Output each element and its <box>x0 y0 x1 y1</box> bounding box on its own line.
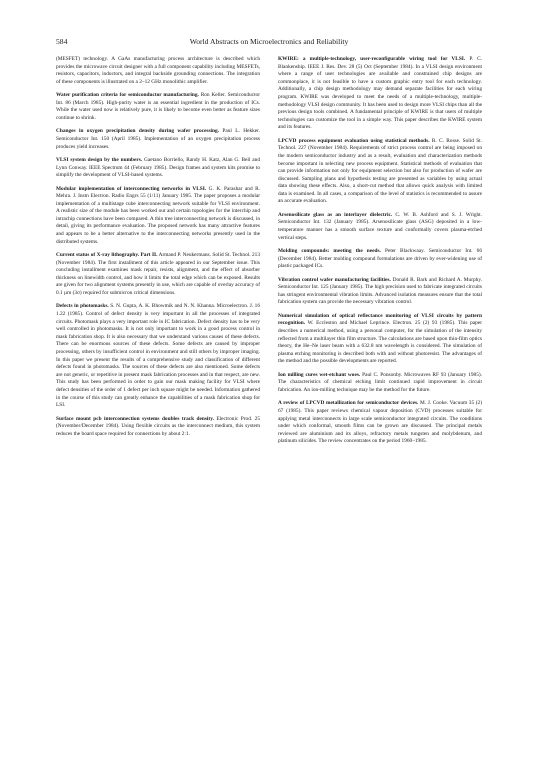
abstract-body: Paul L. Hekker. Semiconductor Int. 150 (April 1985). Implementation of an oxygen precipitation process produces yield increases. <box>56 128 260 150</box>
abstract-title: Water purification criteria for semiconductor manufacturing. <box>56 92 199 99</box>
abstract-body: Ron Keller. Semiconductor Int. 86 (March 1985). High-purity water is an essential ingredient in the production of ICs. While the water used now is relatively pure, it is likely to become even better as feature sizes continue to shrink. <box>56 92 260 121</box>
abstract-title: A review of LPCVD metallization for semiconductor devices. <box>278 400 419 407</box>
page-number: 584 <box>56 37 68 46</box>
page-header <box>56 36 482 48</box>
abstract-title: Numerical simulation of optical reflectance monitoring of VLSI circuits by pattern recognition. <box>278 312 482 327</box>
abstract-entry <box>278 212 482 242</box>
abstract-entry <box>56 303 260 409</box>
abstract-entry <box>56 128 260 151</box>
abstract-entry <box>278 372 482 395</box>
abstract-body: M. J. Cooke. Vacuum 35 (2) 67 (1985). This paper reviews chemical vapour deposition (CVD) processes suitable for applying metal interconnects in large scale semiconductor integrated circuits. The conditions under which conformal, smooth films can be grown are discussed. The principal metals reviewed are aluminium and its alloys, refractory metals tungsten and molybdenum, and platinum silicides. The review concentrates on the period 1960–1985. <box>278 400 482 445</box>
abstract-title: KWIRE: a multiple-technology, user-reconfigurable wiring tool for VLSI. <box>278 56 466 62</box>
abstract-title: Vibration control wafer manufacturing facilities. <box>278 276 391 283</box>
abstract-body: Peter Blackwaay. Semiconductor Int. 66 (December 1984). Better molding compound formulations are driven by ever-widening use of plastic packaged ICs. <box>278 248 482 270</box>
abstract-title: Modular implementation of interconnecting networks in VLSI. <box>56 185 207 192</box>
abstract-body: Electronic Prod. 25 (November/December 1984). Using flexible circuits as the interconnect medium, this system reduces the board space required for connections by about 2:1. <box>56 415 261 437</box>
abstract-entry <box>56 92 260 122</box>
abstract-entry <box>56 186 260 247</box>
abstract-title: Current status of X-ray lithography. Part II. <box>56 252 158 259</box>
abstract-entry <box>56 252 260 298</box>
abstract-body: S. N. Gupta, A. K. Bhowmik and N. N. Khanna. Microelectron. J. 16 1.22 (1985). Control of defect density is very important in all the processes of integrated circuits. Photomask plays a very important role in IC fabrication. Defect density has to be very well controlled in photomasks. It is not only important to work in a good process control in mask fabrication shop. It is also necessary that we understand various causes of these defects. There can be enormous sources of these defects. Some defects are caused by improper processing, others by insufficient control in environment and still others by improper imaging. In this paper we present the results of a comprehensive study and classification of different defects found in photomasks. The sources of these defects are also mentioned. Some defects are not generic, or repetitive in present mask fabrication processes and in that respect, are new. This study has been performed in order to gain our mask making facility for VLSI where defect densities of the order of 1 defect per inch square might be needed. Information gathered in the course of this study can greatly enhance the capabilities of a mask fabrication shop for LSI. <box>56 303 260 409</box>
abstract-body: Gaetano Borriello, Randy H. Katz, Alan G. Bell and Lynn Conway. IEEE Spectrum 44 (February 1985). Design frames and system kits promise to simplify the development of VLSI-based systems. <box>56 156 260 179</box>
abstract-title: Arsenosilicate glass as an interlayer dielectric. <box>278 211 393 218</box>
abstract-title: LPCVD process equipment evaluation using statistical methods. <box>278 137 430 144</box>
abstract-title: Ion milling cures wet-etchant woes. <box>278 371 361 378</box>
left-column <box>56 56 260 444</box>
abstract-title: Changes in oxygen precipitation density during wafer processing. <box>56 128 219 135</box>
abstract-title: Defects in photomasks. <box>56 303 109 310</box>
abstract-entry <box>278 277 482 307</box>
abstract-title: VLSI system design by the numbers. <box>56 156 143 163</box>
abstract-body: Armand P. Neukermans. Solid St. Technol. 213 (November 1984). The first installment of this article appeared in our September issue. This concluding installment examines mask repair, resists, alignment, and the effect of absorber thickness on linewidth control, and how it limits the total edge which can be exposed. Results are given for two alignment systems presently in use, which are capable of overlay accuracy of 0.1 µm (3σ) required for submicron critical dimensions. <box>56 252 260 297</box>
abstract-entry <box>56 56 260 86</box>
abstract-entry <box>56 416 260 439</box>
abstract-body: G. K. Parashar and R. Mehra. J. Instn Electron. Radio Engrs 55 (1/11) January 1985. The paper proposes a modular implementation of a multistage cube interconnecting network suitable for VLSI environment. A realistic size of the module has been worked out and certain topologies for the interchip and intrachip connections have been compared. A thin tree interconnecting network is discussed, in detail, giving its performance evaluation. The proposed network has many attractive features and appears to be a better alternative to the interconnecting networks presently used in the distributed systems. <box>56 185 261 245</box>
abstract-entry <box>56 157 260 180</box>
abstract-body: P. C. Blankenship. IEEE J. Res. Dev. 28 (5) Oct (September 1984). In a VLSI design environment where a range of user technologies are available and constrained chip designs are commonplace, it is not feasible to have a custom graphic entry tool for each technology. Additionally, a chip design methodology may demand separate facilities for each wiring program. KWIRE was developed to meet the needs of a multiple-technology, multiple-methodology VLSI design community. It has been used to design more VLSI chips than all the previous design tools combined. A fundamental principle of KWIRE is that users of multiple technologies can customize the tool in a simple way. This paper describes the KWIRE system and its features. <box>278 56 483 131</box>
abstract-entry <box>278 248 482 271</box>
abstract-body: (MESFET) technology. A GaAs manufacturing process architecture is described which provides the microwave circuit designer with a full component capability including MESFETs, resistors, capacitors, inductors, and integral backside grounding connections. The integration of these components is illustrated on a 2–12 GHz monolithic amplifier. <box>56 56 260 85</box>
journal-title: World Abstracts on Microelectronics and Reliability <box>189 37 349 46</box>
right-column <box>278 56 482 452</box>
abstract-entry <box>278 56 482 132</box>
abstract-title: Molding compounds: meeting the needs. <box>278 248 381 255</box>
abstract-body: W. Eccleston and Michael Leprince. Electron. 25 (2) 93 (1985). This paper describes a numerical method, using a personal computer, for the simulation of the intensity reflected from a multilayer thin film structure. The calculations are based upon thin-film optics theory, the He–Ne laser beam with a 632.8 nm wavelength is considered. The simulation of plasma etching monitoring is described both with and without photoresist. The advantages of the method and the possible developments are reported. <box>278 320 482 365</box>
abstract-title: Surface mount pcb interconnection systems doubles track density. <box>56 415 214 422</box>
abstract-body: C. W. B. Ashford and S. J. Wright. Semiconductor Int. 132 (January 1985). Arsenosilicate glass (ASG) deposited in a low-temperature manner has a smooth surface texture and conformally covers plasma-etched vertical steps. <box>278 211 482 241</box>
abstract-entry <box>278 138 482 206</box>
abstract-body: R. C. Rosse. Solid St. Technol. 227 (November 1984). Requirements of strict process control are being imposed on the modern semiconductor industry and as a result, evaluation and characterization methods become important in selecting new process equipment. Statistical methods of evaluation that can provide information not only for equipment selection but also for production of wafer are discussed. Sampling plans and hypothesis testing are presented as variables by using actual data showing these effects. Also, a short-cut method that allows quick analysis with limited data is examined. In all cases, a comparison of the level of statistics is recommended to assure an accurate evaluation. <box>278 137 483 205</box>
abstract-body: Donald R. Bark and Richard A. Murphy. Semiconductor Int. 125 (January 1985). The high precision used to fabricate integrated circuits has stringent environmental vibration limits. Advanced isolation measures ensure that the total fabrication system can provide the necessary vibration control. <box>278 276 482 306</box>
abstract-body: Paul C. Ponsonby. Microwaves RF 93 (January 1985). The characteristics of chemical etching limit continued rapid improvement in circuit fabrication. An ion-milling technique may be the method for the future. <box>278 371 482 393</box>
abstract-entry <box>278 313 482 366</box>
abstract-entry <box>278 400 482 446</box>
